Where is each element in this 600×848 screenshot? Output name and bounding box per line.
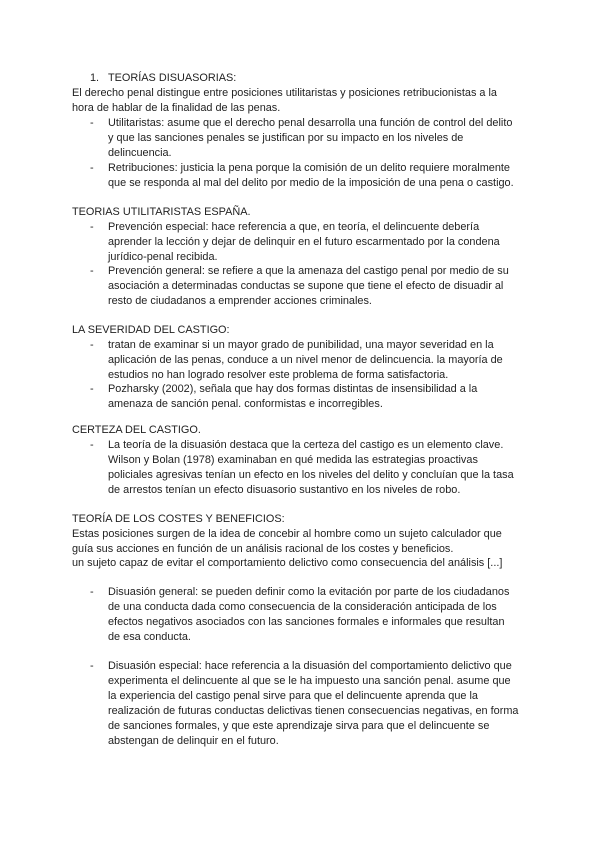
list-item-line: efectos negativos asociados con las sanciones formales e informales que resultan xyxy=(108,616,505,628)
bullet-dash: - xyxy=(90,265,94,277)
list-item-line: Utilitaristas: asume que el derecho penal desarrolla una función de control del delito xyxy=(108,117,513,129)
section-heading-certeza: CERTEZA DEL CASTIGO. xyxy=(72,424,201,436)
list-item-line: Prevención general: se refiere a que la amenaza del castigo penal por medio de su xyxy=(108,265,509,277)
list-item-line: tratan de examinar si un mayor grado de punibilidad, una mayor severidad en la xyxy=(108,339,494,351)
paragraph-line: El derecho penal distingue entre posiciones utilitaristas y posiciones retribucionistas a la xyxy=(72,87,497,99)
list-item xyxy=(108,264,548,309)
list-item-line: aprender la lección y dejar de delinquir en el futuro escarmentado por la condena xyxy=(108,236,500,248)
list-item-line: La teoría de la disuasión destaca que la certeza del castigo es un elemento clave. xyxy=(108,439,504,451)
list-item-line: Pozharsky (2002), señala que hay dos formas distintas de insensibilidad a la xyxy=(108,383,478,395)
list-item-line: y que las sanciones penales se justifican por su impacto en los niveles de xyxy=(108,132,464,144)
list-item-line: Disuasión especial: hace referencia a la disuasión del comportamiento delictivo que xyxy=(108,660,512,672)
list-item-line: aplicación de las penas, conduce a un nivel menor de delincuencia. la mayoría de xyxy=(108,354,503,366)
list-item xyxy=(108,382,548,412)
bullet-dash: - xyxy=(90,660,94,672)
list-item-line: de una conducta dada como consecuencia de la consideración anticipada de los xyxy=(108,601,497,613)
paragraph-line: guía sus acciones en función de un análisis racional de los costes y beneficios. xyxy=(72,543,454,555)
section-heading-costes: TEORÍA DE LOS COSTES Y BENEFICIOS: xyxy=(72,513,285,525)
bullet-dash: - xyxy=(90,221,94,233)
list-item-line: delincuencia. xyxy=(108,147,172,159)
list-item-line: asociación a determinadas conductas se supone que tiene el efecto de disuadir al xyxy=(108,280,504,292)
list-item xyxy=(108,220,548,265)
list-item-line: de arrestos tenían un efecto disuasorio sustantivo en los niveles de robo. xyxy=(108,484,461,496)
bullet-dash: - xyxy=(90,586,94,598)
bullet-dash: - xyxy=(90,439,94,451)
paragraph-line: un sujeto capaz de evitar el comportamiento delictivo como consecuencia del análisis [...] xyxy=(72,557,503,569)
list-item-line: realización de futuras conductas delictivas tienen consecuencias negativas, en forma xyxy=(108,705,519,717)
bullet-dash: - xyxy=(90,117,94,129)
list-item-line: Retribuciones: justicia la pena porque la comisión de un delito requiere moralmente xyxy=(108,162,510,174)
list-item xyxy=(108,338,548,383)
list-item-line: experimenta el delincuente al que se le ha impuesto una sanción penal. asume que xyxy=(108,675,511,687)
list-item-line: Prevención especial: hace referencia a que, en teoría, el delincuente debería xyxy=(108,221,480,233)
list-item-line: que se responda al mal del delito por medio de la imposición de una pena o castigo. xyxy=(108,177,514,189)
paragraph-line: hora de hablar de la finalidad de las penas. xyxy=(72,102,281,114)
list-item xyxy=(108,116,548,161)
list-item-line: de esa conducta. xyxy=(108,631,191,643)
list-item-line: jurídico-penal recibida. xyxy=(108,251,218,263)
section-heading-utilitaristas: TEORIAS UTILITARISTAS ESPAÑA. xyxy=(72,206,251,218)
list-item xyxy=(108,585,548,645)
section-heading-severidad: LA SEVERIDAD DEL CASTIGO: xyxy=(72,324,230,336)
section-number: 1. xyxy=(90,72,100,84)
bullet-dash: - xyxy=(90,162,94,174)
list-item-line: abstengan de delinquir en el futuro. xyxy=(108,735,279,747)
list-item-line: amenaza de sanción penal. conformistas e incorregibles. xyxy=(108,398,383,410)
list-item-line: resto de ciudadanos a emprender acciones criminales. xyxy=(108,295,372,307)
list-item-line: policiales agresivas tenían un efecto en los niveles del delito y concluían que la tasa xyxy=(108,469,514,481)
list-item xyxy=(108,161,548,191)
list-item-line: de sanciones formales, y que este aprendizaje sirva para que el delincuente se xyxy=(108,720,490,732)
list-item-line: la experiencia del castigo penal sirve para que el delincuente aprenda que la xyxy=(108,690,478,702)
bullet-dash: - xyxy=(90,339,94,351)
section-heading-disuasorias: TEORÍAS DISUASORIAS: xyxy=(108,72,237,84)
list-item-line: estudios no han logrado resolver este problema de forma satisfactoria. xyxy=(108,369,449,381)
bullet-dash: - xyxy=(90,383,94,395)
list-item-line: Wilson y Bolan (1978) examinaban en qué medida las estrategias proactivas xyxy=(108,454,478,466)
list-item xyxy=(108,659,548,749)
list-item-line: Disuasión general: se pueden definir como la evitación por parte de los ciudadanos xyxy=(108,586,510,598)
list-item xyxy=(108,438,548,498)
paragraph-line: Estas posiciones surgen de la idea de concebir al hombre como un sujeto calculador que xyxy=(72,528,502,540)
